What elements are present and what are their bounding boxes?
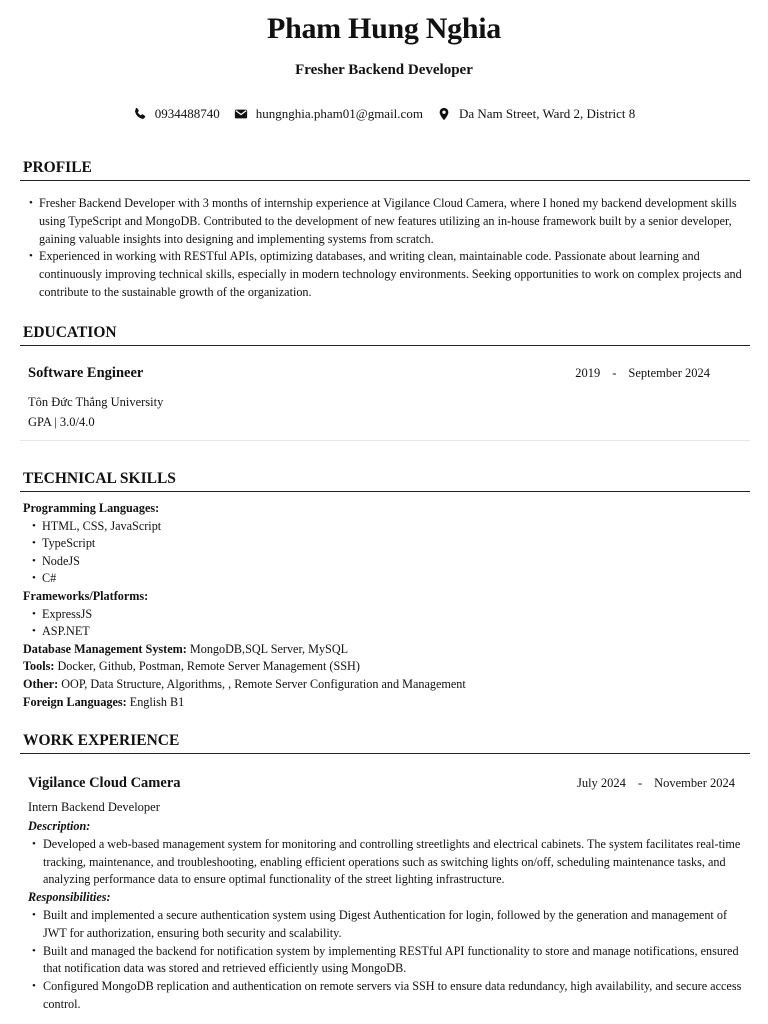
profile-item: • Fresher Backend Developer with 3 months of internship experience at Vigilance Cloud Camera, where I honed my backend development skills using TypeScript and MongoDB. Contributed to the development of new features utilizing an in-house framework built by a senior developer, gaining valuable insights into designing and implementing systems from scratch.	[20, 195, 750, 248]
email-address[interactable]: hungnghia.pham01@gmail.com	[255, 106, 423, 121]
date-separator: -	[612, 366, 617, 380]
skill-row-other: Other: OOP, Data Structure, Algorithms, , Remote Server Configuration and Management	[23, 676, 466, 691]
education-start: 2019	[575, 366, 601, 380]
position-title: Intern Backend Developer	[28, 800, 160, 814]
section-divider	[20, 753, 750, 754]
address-text: Da Nam Street, Ward 2, District 8	[458, 106, 636, 121]
programming-list	[23, 518, 750, 588]
phone-number[interactable]: 0934488740	[154, 106, 220, 121]
skill-label-programming: Programming Languages:	[23, 501, 160, 515]
education-dates	[575, 366, 750, 381]
contact-email	[234, 106, 423, 122]
list-item: • TypeScript	[23, 535, 750, 553]
section-divider	[20, 180, 750, 181]
phone-icon	[133, 107, 147, 121]
section-divider	[20, 491, 750, 492]
list-item: • Built and managed the backend for notification system by implementing RESTful API functionality to store and manage notifications, ensured that notification data was stored and retrieved efficiently using MongoDB.	[20, 943, 750, 979]
work-section	[20, 731, 750, 1014]
gpa: GPA | 3.0/4.0	[28, 415, 95, 429]
responsibilities-label: Responsibilities:	[28, 890, 111, 905]
profile-item: • Experienced in working with RESTful APIs, optimizing databases, and writing clean, maintainable code. Passionate about learning and continuously improving technical skills, especially in modern technology environments. Seeking opportunities to work on complex projects and contribute to the sustainable growth of the organization.	[20, 248, 750, 301]
work-start: July 2024	[576, 776, 626, 790]
degree-title: Software Engineer	[28, 365, 144, 381]
skill-label-frameworks: Frameworks/Platforms:	[23, 588, 149, 603]
contact-address	[437, 106, 635, 122]
profile-list	[20, 195, 750, 302]
school-name: Tôn Đức Thắng University	[28, 395, 164, 409]
description-list	[20, 836, 750, 889]
list-item: • HTML, CSS, JavaScript	[23, 518, 750, 536]
skills-body	[20, 500, 750, 711]
list-item: • Configured MongoDB replication and authentication on remote servers via SSH to ensure data redundancy, high availability, and secure access control.	[20, 978, 750, 1014]
section-title-skills: TECHNICAL SKILLS	[23, 470, 176, 487]
work-end: November 2024	[654, 776, 735, 790]
contact-phone	[133, 106, 220, 122]
list-item: • C#	[23, 570, 750, 588]
list-item: • NodeJS	[23, 553, 750, 571]
section-title-education: EDUCATION	[23, 324, 117, 341]
candidate-name: Pham Hung Nghia	[267, 12, 501, 45]
list-item: • ExpressJS	[23, 606, 750, 624]
section-title-work: WORK EXPERIENCE	[23, 732, 180, 749]
section-divider	[20, 345, 750, 346]
skill-row-database: Database Management System: MongoDB,SQL Server, MySQL	[23, 641, 349, 656]
list-item: • Developed a web-based management system for monitoring and controlling streetlights and electrical cabinets. The system facilitates real-time tracking, maintenance, and troubleshooting, enabling efficient operations such as switching lights on/off, scheduling maintenance tasks, and analyzing performance data to ensure optimal functionality of the street lighting infrastructure.	[20, 836, 750, 889]
list-item: • ASP.NET	[23, 623, 750, 641]
company-name: Vigilance Cloud Camera	[28, 775, 181, 791]
section-title-profile: PROFILE	[23, 159, 92, 176]
skill-row-languages: Foreign Languages: English B1	[23, 694, 185, 709]
candidate-role: Fresher Backend Developer	[295, 62, 473, 78]
skill-row-tools: Tools: Docker, Github, Postman, Remote Server Management (SSH)	[23, 659, 360, 674]
work-entry-header	[20, 775, 750, 792]
location-pin-icon	[437, 107, 451, 121]
education-section	[20, 323, 750, 441]
description-label: Description:	[28, 819, 91, 833]
responsibilities-list	[20, 907, 750, 1014]
entry-divider	[20, 440, 750, 441]
work-dates	[577, 776, 750, 791]
contact-bar	[0, 106, 768, 122]
education-end: September 2024	[628, 366, 710, 380]
email-icon	[234, 107, 248, 121]
skills-section	[20, 469, 750, 711]
date-separator: -	[637, 776, 643, 790]
frameworks-list	[23, 606, 750, 641]
education-entry-header	[20, 365, 750, 382]
profile-section	[20, 158, 750, 302]
list-item: • Built and implemented a secure authentication system using Digest Authentication for login, followed by the generation and management of JWT for authorization, ensuring both security and scalability.	[20, 907, 750, 943]
